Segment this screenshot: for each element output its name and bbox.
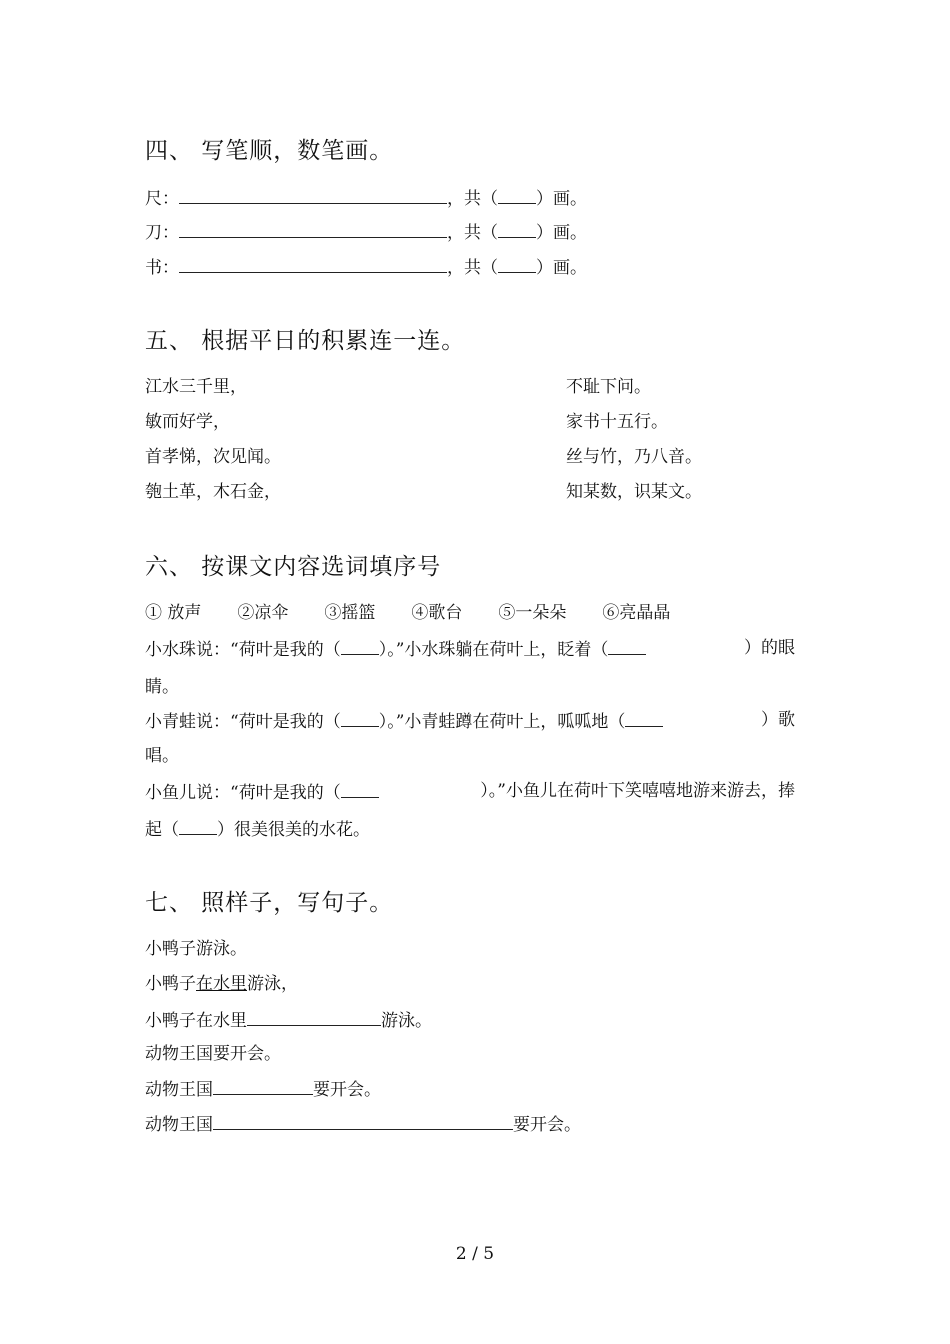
question-1-line-1: 小水珠说：“荷叶是我的（ ）。”小水珠躺在荷叶上，眨着（ ）的眼	[145, 638, 795, 660]
section-6-title: 六、 按课文内容选词填序号	[145, 554, 442, 580]
sentence-blank[interactable]	[213, 1078, 313, 1095]
question-2-line-1: 小青蛙说：“荷叶是我的（ ）。”小青蛙蹲在荷叶上，呱呱地（ ）歌	[145, 710, 795, 732]
question-3-line-1: 小鱼儿说：“荷叶是我的（ ）。”小鱼儿在荷叶下笑嘻嘻地游来游去，捧	[145, 781, 795, 803]
stroke-row-3: 书： ，共（ ）画。	[145, 258, 587, 278]
underlined-phrase: 在水里	[196, 974, 247, 994]
match-left-item[interactable]: 首孝悌，次见闻。	[145, 447, 281, 467]
question-2-line-2: 唱。	[145, 746, 179, 766]
stroke-char: 书：	[145, 258, 179, 278]
example-sentence-1: 小鸭子游泳。	[145, 939, 247, 959]
stroke-char: 刀：	[145, 223, 179, 243]
practice-sentence-2: 动物王国 要开会。	[145, 1080, 381, 1100]
word-options	[145, 603, 706, 623]
section-7-title: 七、 照样子，写句子。	[145, 890, 394, 916]
practice-sentence-1: 小鸭子在水里 游泳。	[145, 1011, 432, 1031]
match-row-3	[145, 447, 702, 467]
example-sentence-3: 动物王国要开会。	[145, 1044, 281, 1064]
match-row-2	[145, 412, 668, 432]
question-3-line-2: 起（ ）很美很美的水花。	[145, 820, 370, 840]
match-right-item[interactable]: 不耻下问。	[566, 377, 651, 397]
stroke-count-blank[interactable]	[498, 221, 536, 238]
match-row-1	[145, 377, 651, 397]
answer-blank[interactable]	[608, 638, 646, 655]
answer-blank[interactable]	[341, 781, 379, 798]
stroke-char: 尺：	[145, 189, 179, 209]
sentence-blank[interactable]	[213, 1113, 513, 1130]
stroke-order-blank[interactable]	[179, 256, 447, 273]
stroke-row-1: 尺： ，共（ ）画。	[145, 189, 587, 209]
stroke-count-blank[interactable]	[498, 256, 536, 273]
answer-blank[interactable]	[341, 638, 379, 655]
match-right-item[interactable]: 知某数，识某文。	[566, 482, 702, 502]
stroke-order-blank[interactable]	[179, 187, 447, 204]
option-2: ②凉伞	[237, 603, 289, 623]
match-left-item[interactable]: 江水三千里，	[145, 377, 247, 397]
option-1: ① 放声	[145, 603, 202, 623]
stroke-count-blank[interactable]	[498, 187, 536, 204]
match-right-item[interactable]: 丝与竹，乃八音。	[566, 447, 702, 467]
answer-blank[interactable]	[179, 818, 217, 835]
answer-blank[interactable]	[625, 710, 663, 727]
stroke-row-2: 刀： ，共（ ）画。	[145, 223, 587, 243]
section-4-title: 四、 写笔顺，数笔画。	[145, 138, 394, 164]
match-left-item[interactable]: 匏土革，木石金，	[145, 482, 281, 502]
option-4: ④歌台	[411, 603, 463, 623]
sentence-blank[interactable]	[247, 1009, 381, 1026]
option-5: ⑤一朵朵	[498, 603, 567, 623]
option-6: ⑥亮晶晶	[602, 603, 671, 623]
answer-blank[interactable]	[341, 710, 379, 727]
match-row-4	[145, 482, 702, 502]
example-sentence-2: 小鸭子在水里游泳，	[145, 974, 298, 994]
match-right-item[interactable]: 家书十五行。	[566, 412, 668, 432]
practice-sentence-3: 动物王国 要开会。	[145, 1115, 581, 1135]
option-3: ③摇篮	[324, 603, 376, 623]
stroke-order-blank[interactable]	[179, 221, 447, 238]
match-left-item[interactable]: 敏而好学，	[145, 412, 230, 432]
question-1-line-2: 睛。	[145, 677, 179, 697]
page-number: 2 / 5	[455, 1244, 495, 1264]
section-5-title: 五、 根据平日的积累连一连。	[145, 328, 466, 354]
